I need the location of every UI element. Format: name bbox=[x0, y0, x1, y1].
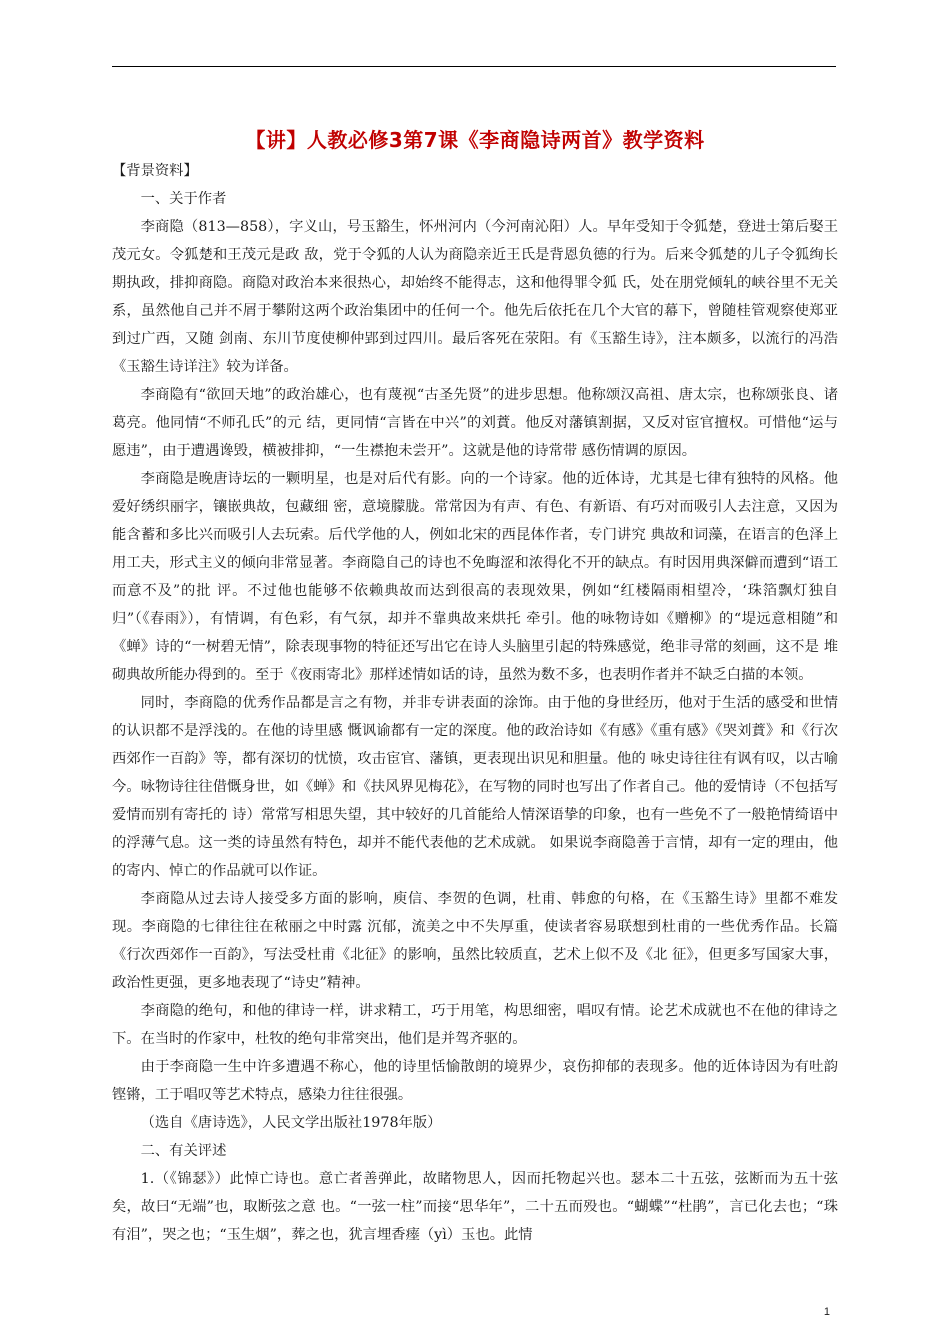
paragraph: 同时，李商隐的优秀作品都是言之有物，并非专讲表面的涂饰。由于他的身世经历，他对于生活的感受和世情的认识都不是浮浅的。在他的诗里感 慨讽谕都有一定的深度。他的政治诗如《有感》《重有感》《哭刘蕡》和《行次西郊作一百韵》等，都有深切的忧愤，攻击宦官、藩镇，更表现出识见和胆量。他的 咏史诗往往有讽有叹，以古喻今。咏物诗往往借慨身世，如《蝉》和《扶风界见梅花》，在写物的同时也写出了作者自己。他的爱情诗（不包括写爱情而别有寄托的 诗）常常写相思失望，其中较好的几首能给人情深语挚的印象，也有一些免不了一般艳情绮语中的浮薄气息。这一类的诗虽然有特色，却并不能代表他的艺术成就。 如果说李商隐善于言情，却有一定的理由，他的寄内、悼亡的作品就可以作证。 bbox=[112, 695, 838, 879]
paragraph: 李商隐从过去诗人接受多方面的影响，庾信、李贺的色调，杜甫、韩愈的句格，在《玉豁生诗》里都不难发现。李商隐的七律往往在秾丽之中时露 沉郁，流美之中不失厚重，使读者容易联想到杜甫的一些优秀作品。长篇《行次西郊作一百韵》，写法受杜甫《北征》的影响，虽然比较质直，艺术上似不及《北 征》，但更多写国家大事，政治性更强，更多地表现了“诗史”精神。 bbox=[112, 891, 838, 991]
page-number: 1 bbox=[823, 1306, 830, 1318]
document-title: 【讲】人教必修3第7课《李商隐诗两首》教学资料 bbox=[245, 128, 705, 152]
paragraph: 李商隐有“欲回天地”的政治雄心，也有蔑视“古圣先贤”的进步思想。他称颂汉高祖、唐太宗，也称颂张良、诸葛亮。他同情“不师孔氏”的元 结，更同情“言皆在中兴”的刘蕡。他反对藩镇割据，又反对宦官擅权。可惜他“运与愿违”，由于遭遇谗毁，横被排抑，“一生襟抱未尝开”。这就是他的诗常带 感伤情调的原因。 bbox=[112, 387, 838, 459]
paragraph: 由于李商隐一生中许多遭遇不称心，他的诗里恬愉散朗的境界少，哀伤抑郁的表现多。他的近体诗因为有吐韵铿锵，工于唱叹等艺术特点，感染力往往很强。 bbox=[112, 1059, 838, 1103]
background-label: 【背景资料】 bbox=[112, 163, 198, 179]
document-body bbox=[112, 118, 838, 1249]
source-note: （选自《唐诗选》，人民文学出版社1978年版） bbox=[140, 1115, 442, 1131]
review-paragraph: 1.（《锦瑟》）此悼亡诗也。意亡者善弹此，故睹物思人，因而托物起兴也。瑟本二十五弦，弦断而为五十弦矣，故曰“无端”也，取断弦之意 也。“一弦一柱”而接“思华年”，二十五而殁也。“蝴蝶”“杜鹃”，言已化去也；“珠有泪”，哭之也；“玉生烟”，葬之也，犹言埋香瘗（yì）玉也。此情 bbox=[112, 1171, 838, 1243]
header-rule bbox=[112, 66, 836, 67]
paragraph: 李商隐是晚唐诗坛的一颗明星，也是对后代有影。向的一个诗家。他的近体诗，尤其是七律有独特的风格。他爱好绣织丽字，镶嵌典故，包藏细 密，意境朦胧。常常因为有声、有色、有新语、有巧对而吸引人去注意，又因为能含蓄和多比兴而吸引人去玩索。后代学他的人，例如北宋的西昆体作者，专门讲究 典故和词藻，在语言的色泽上用工夫，形式主义的倾向非常显著。李商隐自己的诗也不免晦涩和浓得化不开的缺点。有时因用典深僻而遭到“语工而意不及”的批 评。不过他也能够不依赖典故而达到很高的表现效果，例如“红楼隔雨相望冷，‘珠箔飘灯独自归”（《春雨》），有情调，有色彩，有气氛，却并不靠典故来烘托 牵引。他的咏物诗如《赠柳》的“堤远意相随”和《蝉》诗的“一树碧无情”，除表现事物的特征还写出它在诗人头脑里引起的特殊感觉，绝非寻常的刻画，这不是 堆砌典故所能办得到的。至于《夜雨寄北》那样述情如话的诗，虽然为数不多，也表明作者并不缺乏白描的本领。 bbox=[112, 471, 838, 683]
section-heading-reviews: 二、有关评述 bbox=[140, 1143, 227, 1159]
paragraph: 李商隐的绝句，和他的律诗一样，讲求精工，巧于用笔，构思细密，唱叹有情。论艺术成就也不在他的律诗之下。在当时的作家中，杜牧的绝句非常突出，他们是并驾齐驱的。 bbox=[112, 1003, 838, 1047]
section-heading-author: 一、关于作者 bbox=[140, 191, 227, 207]
paragraph: 李商隐（813—858），字义山，号玉豁生，怀州河内（今河南沁阳）人。早年受知于令狐楚，登进士第后娶王茂元女。令狐楚和王茂元是政 敌，党于令狐的人认为商隐亲近王氏是背恩负德的行为。后来令狐楚的儿子令狐绚长期执政，排抑商隐。商隐对政治本来很热心，却始终不能得志，这和他得罪令狐 氏，处在朋党倾轧的峡谷里不无关系，虽然他自己并不屑于攀附这两个政治集团中的任何一个。他先后依托在几个大官的幕下，曾随桂管观察使郑亚到过广西，又随 剑南、东川节度使柳仲郢到过四川。最后客死在荥阳。有《玉豁生诗》，注本颇多，以流行的冯浩《玉豁生诗详注》较为详备。 bbox=[112, 219, 838, 375]
